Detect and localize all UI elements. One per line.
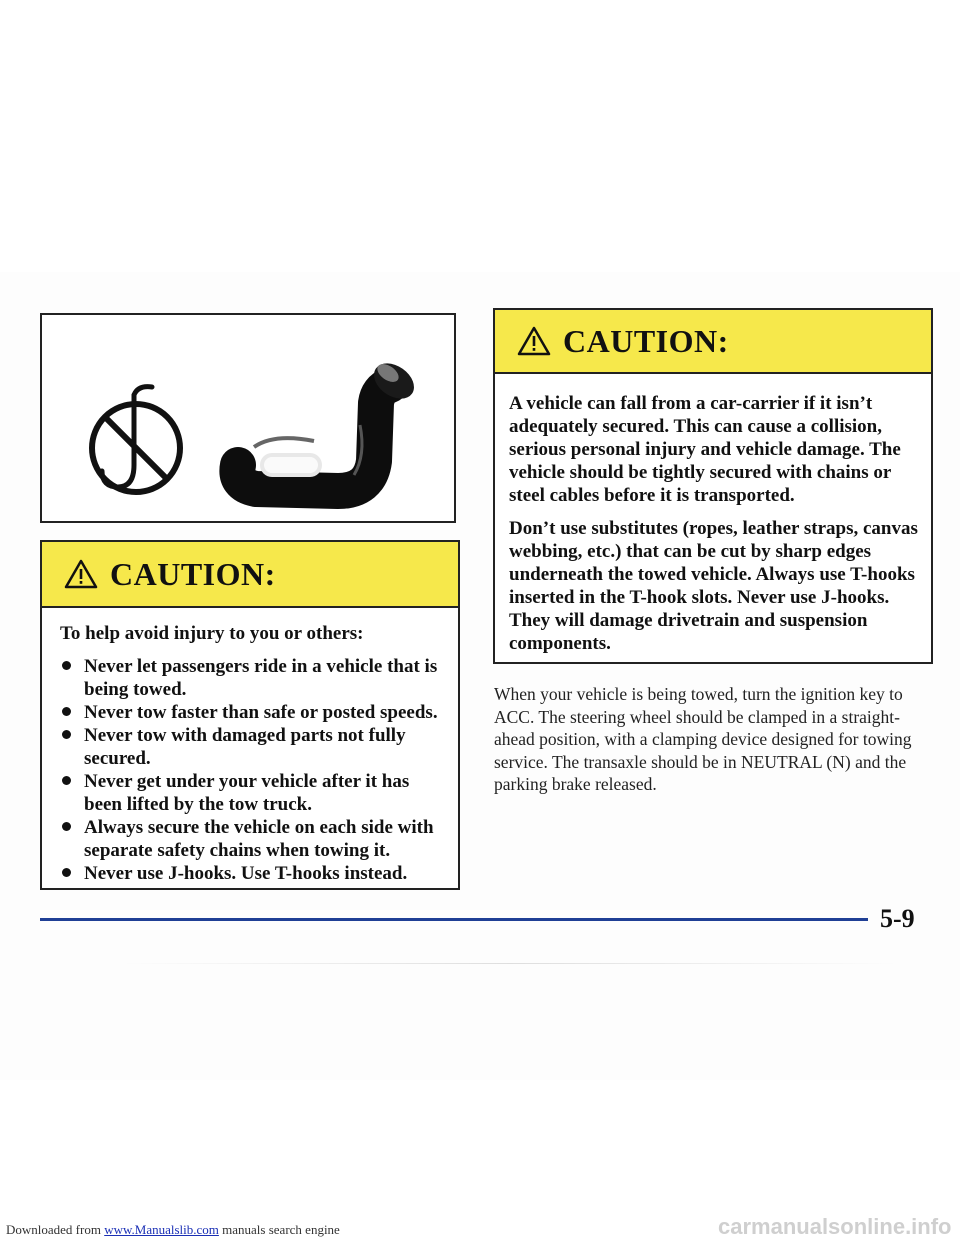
- caution-bullet: Never tow faster than safe or posted speeds.: [60, 701, 446, 724]
- bullet-icon: [62, 730, 71, 739]
- caution-paragraph: A vehicle can fall from a car-carrier if it isn’t adequately secured. This can cause a collision, serious personal injury and vehicle damage. The vehicle should be tightly secured with chains or steel cables before it is transported.: [509, 393, 901, 506]
- caution-body: [42, 608, 458, 885]
- caution-title: CAUTION:: [110, 555, 276, 592]
- bullet-icon: [62, 868, 71, 877]
- caution-box-car-carrier: [493, 308, 933, 664]
- scan-artifact-line: [120, 963, 900, 964]
- caution-bullet: Always secure the vehicle on each side with separate safety chains when towing it.: [60, 816, 446, 862]
- hook-illustration-svg: [42, 315, 454, 521]
- caution-body: [495, 374, 931, 655]
- warning-triangle-icon: [64, 559, 98, 589]
- watermark: carmanualsonline.info: [718, 1214, 952, 1239]
- manualslib-link[interactable]: www.Manualslib.com: [104, 1222, 219, 1237]
- caution-bullet: Never tow with damaged parts not fully secured.: [60, 724, 446, 770]
- caution-header: [495, 310, 931, 374]
- caution-header: [42, 542, 458, 608]
- caution-bullet: Never use J-hooks. Use T-hooks instead.: [60, 862, 446, 885]
- hook-illustration: [40, 313, 456, 523]
- no-j-hook-icon: [92, 387, 180, 492]
- caution-intro: To help avoid injury to you or others:: [60, 623, 364, 644]
- caution-title: CAUTION:: [563, 322, 729, 359]
- t-hook-illustration: [237, 356, 420, 491]
- page-footer-rule: [40, 918, 868, 921]
- bullet-icon: [62, 776, 71, 785]
- bullet-icon: [62, 707, 71, 716]
- towing-instructions-text: When your vehicle is being towed, turn the ignition key to ACC. The steering wheel should be clamped in a straight-ahead position, with a clamping device designed for towing service. The transaxle should be in NEUTRAL (N) and the parking brake released.: [494, 684, 912, 794]
- page-number: 5-9: [880, 904, 915, 933]
- caution-bullet-list: [60, 655, 446, 885]
- caution-box-passengers: [40, 540, 460, 890]
- warning-triangle-icon: [517, 326, 551, 356]
- download-footer: Downloaded from www.Manualslib.com manuals search engine: [6, 1222, 340, 1237]
- caution-paragraph: Don’t use substitutes (ropes, leather straps, canvas webbing, etc.) that can be cut by sharp edges underneath the towed vehicle. Always use T-hooks inserted in the T-hook slots. Never use J-hooks. They will damage drivetrain and suspension components.: [509, 518, 918, 654]
- bullet-icon: [62, 661, 71, 670]
- caution-bullet: Never let passengers ride in a vehicle that is being towed.: [60, 655, 446, 701]
- caution-bullet: Never get under your vehicle after it has been lifted by the tow truck.: [60, 770, 446, 816]
- bullet-icon: [62, 822, 71, 831]
